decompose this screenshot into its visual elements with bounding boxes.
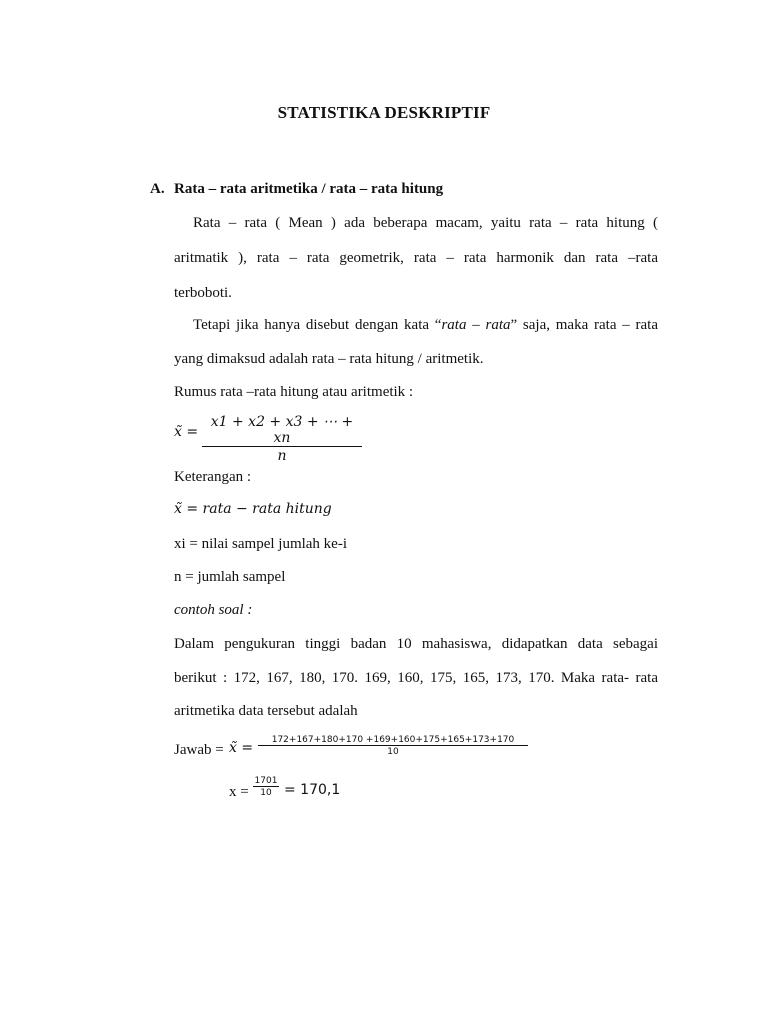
result-lhs: x =	[229, 784, 249, 800]
section-heading	[150, 181, 443, 198]
contoh-line1-text: Dalam pengukuran tinggi badan 10 mahasiswa, didapatkan data sebagai	[174, 636, 658, 652]
contoh-line2	[174, 668, 658, 688]
formula-lhs: x̃ =	[174, 424, 199, 440]
para1-line1-text: Rata – rata ( Mean ) ada beberapa macam, yaitu rata – rata hitung (	[193, 215, 658, 231]
contoh-line2-text: berikut : 172, 167, 180, 170. 169, 160, 175, 165, 173, 170. Maka rata- rata	[174, 670, 658, 686]
jawab-fraction	[258, 735, 528, 757]
para1-line2	[174, 248, 658, 268]
keterangan-label: Keterangan :	[174, 469, 252, 485]
section-number: A.	[150, 181, 165, 197]
result-numerator: 1701	[254, 776, 278, 786]
contoh-line1	[174, 634, 658, 654]
result-value: = 170,1	[284, 782, 341, 798]
formula-fraction	[202, 414, 362, 464]
para2-line1-italic: rata – rata	[441, 317, 511, 333]
para2-line1-after: ” saja, maka rata – rata	[510, 317, 658, 333]
document-title: STATISTIKA DESKRIPTIF	[277, 103, 491, 122]
para1-line1	[193, 213, 658, 233]
contoh-label: contoh soal :	[174, 602, 253, 618]
formula-intro: Rumus rata –rata hitung atau aritmetik :	[174, 384, 414, 400]
para2-line1-before: Tetapi jika hanya disebut dengan kata “	[193, 317, 442, 333]
para1-line2-text: aritmatik ), rata – rata geometrik, rata – rata harmonik dan rata –rata	[174, 250, 658, 266]
jawab-numerator: 172+167+180+170 +169+160+175+165+173+170	[271, 735, 515, 745]
para1-line3: terboboti.	[174, 285, 232, 301]
result-fraction	[253, 776, 279, 798]
jawab-denominator: 10	[258, 745, 528, 757]
result-denominator: 10	[253, 786, 279, 798]
section-heading-text: Rata – rata aritmetika / rata – rata hitung	[174, 181, 444, 197]
jawab-lhs: x̃ =	[229, 740, 254, 756]
formula-numerator: x1 + x2 + x3 + ⋯ + xn	[210, 414, 354, 446]
contoh-line3: aritmetika data tersebut adalah	[174, 703, 358, 719]
keterangan-item: n = jumlah sampel	[174, 569, 286, 585]
keterangan-item: x̃ = rata − rata hitung	[174, 501, 332, 517]
formula-denominator: n	[202, 446, 362, 464]
jawab-label: Jawab =	[174, 742, 224, 758]
para2-line2: yang dimaksud adalah rata – rata hitung / aritmetik.	[174, 351, 484, 367]
para2-line1	[193, 315, 658, 335]
keterangan-item: xi = nilai sampel jumlah ke-i	[174, 536, 348, 552]
